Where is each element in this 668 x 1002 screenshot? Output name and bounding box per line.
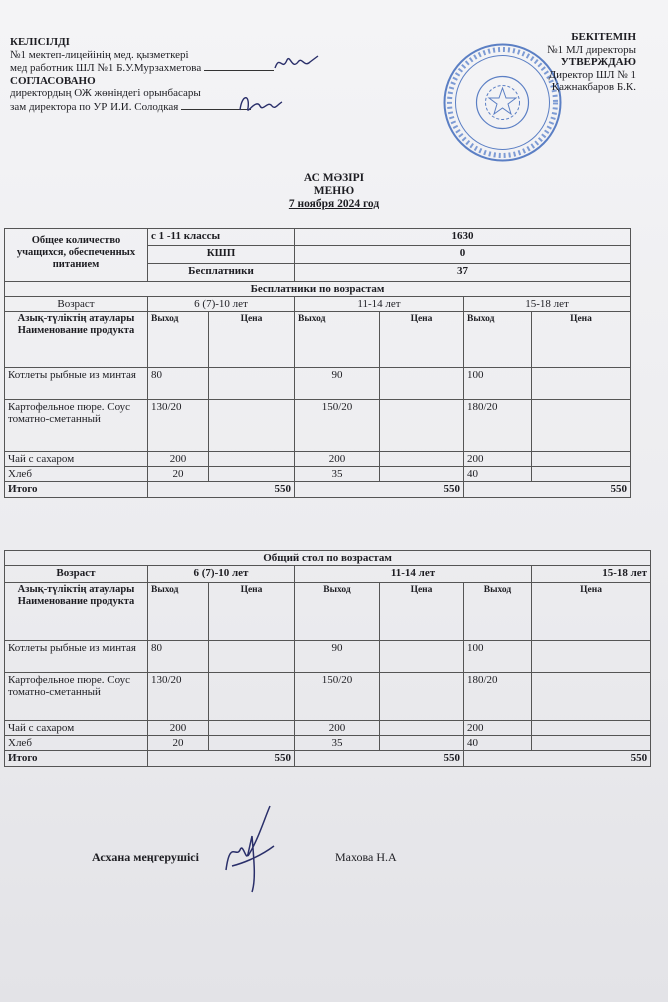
cell: 130/20 xyxy=(148,673,209,721)
director-name: Қажнакбаров Б.К. xyxy=(551,81,636,93)
cell: 200 xyxy=(295,721,380,736)
col-yield: Выход xyxy=(464,583,532,641)
cell: 90 xyxy=(295,368,380,400)
cell: 200 xyxy=(148,721,209,736)
col-yield: Выход xyxy=(295,583,380,641)
table-row xyxy=(5,452,631,467)
table-caption-row xyxy=(5,551,651,566)
cell: 90 xyxy=(295,641,380,673)
cell: 20 xyxy=(148,467,209,482)
cell: 200 xyxy=(295,452,380,467)
product-header: Азық-түліктің атаулары Наименование продукта xyxy=(5,583,148,641)
total-value: 550 xyxy=(148,751,295,767)
cell xyxy=(380,736,464,751)
agreed-kz-label: КЕЛІСІЛДІ xyxy=(10,36,70,48)
cell: 150/20 xyxy=(295,400,380,452)
header-row xyxy=(5,583,651,641)
cell: 80 xyxy=(148,641,209,673)
col-price: Цена xyxy=(532,583,651,641)
product-name: Котлеты рыбные из минтая xyxy=(5,368,148,400)
summary-value: 0 xyxy=(295,246,631,264)
age-group: 6 (7)-10 лет xyxy=(148,297,295,312)
title-kz: АС МӘЗІРІ xyxy=(303,172,365,184)
approve-ru-label: УТВЕРЖДАЮ xyxy=(560,56,636,68)
free-meals-table xyxy=(4,228,631,498)
cell xyxy=(380,641,464,673)
agreed-ru-label: СОГЛАСОВАНО xyxy=(10,74,96,87)
table-row xyxy=(5,721,651,736)
cell xyxy=(380,368,464,400)
table-row xyxy=(5,673,651,721)
canteen-head-signature xyxy=(218,800,278,895)
canteen-head-role: Асхана меңгерушісі xyxy=(92,850,199,864)
age-group: 15-18 лет xyxy=(532,566,651,583)
product-name: Картофельное пюре. Соус томатно-сметанный xyxy=(5,673,148,721)
product-name: Чай с сахаром xyxy=(5,721,148,736)
cell xyxy=(532,467,631,482)
age-label: Возраст xyxy=(5,566,148,583)
cell xyxy=(209,673,295,721)
cell xyxy=(209,452,295,467)
cell: 180/20 xyxy=(464,400,532,452)
age-group: 11-14 лет xyxy=(295,297,464,312)
product-name: Хлеб xyxy=(5,736,148,751)
cell xyxy=(532,452,631,467)
cell: 40 xyxy=(464,467,532,482)
col-price: Цена xyxy=(209,583,295,641)
director-kz: №1 МЛ директоры xyxy=(547,43,636,56)
cell: 35 xyxy=(295,736,380,751)
cell xyxy=(380,673,464,721)
cell xyxy=(532,736,651,751)
product-name: Чай с сахаром xyxy=(5,452,148,467)
approval-block-left xyxy=(10,36,274,113)
col-price: Цена xyxy=(380,583,464,641)
col-price: Цена xyxy=(380,312,464,368)
summary-name: с 1 -11 классы xyxy=(148,229,295,246)
med-worker-signature xyxy=(272,50,322,78)
total-row xyxy=(5,482,631,498)
table-caption: Бесплатники по возрастам xyxy=(5,282,631,297)
summary-value: 1630 xyxy=(295,229,631,246)
med-worker-kz: №1 мектеп-лицейінің мед. қызметкері xyxy=(10,48,189,61)
age-row xyxy=(5,297,631,312)
total-label: Итого xyxy=(5,751,148,767)
summary-value: 37 xyxy=(295,264,631,282)
director-ru: Директор ШЛ № 1 xyxy=(548,68,636,81)
cell: 200 xyxy=(464,721,532,736)
cell xyxy=(532,673,651,721)
cell xyxy=(209,368,295,400)
canteen-head-name: Махова Н.А xyxy=(335,850,397,864)
total-value: 550 xyxy=(464,482,631,498)
cell xyxy=(209,736,295,751)
cell xyxy=(209,721,295,736)
total-row xyxy=(5,751,651,767)
total-label: Итого xyxy=(5,482,148,498)
product-name: Хлеб xyxy=(5,467,148,482)
table-row xyxy=(5,400,631,452)
cell xyxy=(532,368,631,400)
med-worker-ru: мед работник ШЛ №1 Б.У.Мурзахметова xyxy=(10,61,274,75)
table-row xyxy=(5,641,651,673)
title-ru: МЕНЮ xyxy=(313,185,355,197)
col-price: Цена xyxy=(532,312,631,368)
deputy-ru: зам директора по УР И.И. Солодкая xyxy=(10,100,274,114)
cell xyxy=(209,400,295,452)
deputy-kz: директордың ОЖ жөніндегі орынбасары xyxy=(10,87,201,99)
cell xyxy=(380,467,464,482)
menu-date: 7 ноября 2024 год xyxy=(288,198,380,210)
summary-row xyxy=(5,229,631,246)
summary-name: КШП xyxy=(148,246,295,264)
age-group: 11-14 лет xyxy=(295,566,532,583)
cell xyxy=(209,467,295,482)
summary-label: Общее количество учащихся, обеспеченных питанием xyxy=(5,229,148,282)
col-yield: Выход xyxy=(295,312,380,368)
cell: 40 xyxy=(464,736,532,751)
cell xyxy=(532,721,651,736)
table-caption: Общий стол по возрастам xyxy=(5,551,651,566)
total-value: 550 xyxy=(148,482,295,498)
col-yield: Выход xyxy=(464,312,532,368)
cell: 100 xyxy=(464,368,532,400)
total-value: 550 xyxy=(295,482,464,498)
age-row xyxy=(5,566,651,583)
general-meals-table xyxy=(4,550,651,767)
table-row xyxy=(5,736,651,751)
summary-name: Бесплатники xyxy=(148,264,295,282)
col-yield: Выход xyxy=(148,312,209,368)
total-value: 550 xyxy=(464,751,651,767)
cell xyxy=(209,641,295,673)
product-header: Азық-түліктің атаулары Наименование продукта xyxy=(5,312,148,368)
age-label: Возраст xyxy=(5,297,148,312)
cell xyxy=(380,721,464,736)
total-value: 550 xyxy=(295,751,464,767)
cell: 200 xyxy=(148,452,209,467)
cell xyxy=(532,641,651,673)
cell: 180/20 xyxy=(464,673,532,721)
cell: 35 xyxy=(295,467,380,482)
cell xyxy=(532,400,631,452)
cell xyxy=(380,452,464,467)
cell: 20 xyxy=(148,736,209,751)
cell: 130/20 xyxy=(148,400,209,452)
deputy-signature xyxy=(236,90,286,120)
age-group: 6 (7)-10 лет xyxy=(148,566,295,583)
cell: 100 xyxy=(464,641,532,673)
col-price: Цена xyxy=(209,312,295,368)
product-name: Котлеты рыбные из минтая xyxy=(5,641,148,673)
product-name: Картофельное пюре. Соус томатно-сметанный xyxy=(5,400,148,452)
approval-block-right xyxy=(547,31,636,94)
menu-title xyxy=(0,172,668,211)
cell: 150/20 xyxy=(295,673,380,721)
table-caption-row xyxy=(5,282,631,297)
cell: 80 xyxy=(148,368,209,400)
header-row xyxy=(5,312,631,368)
table-row xyxy=(5,467,631,482)
approve-kz-label: БЕКІТЕМІН xyxy=(571,31,636,43)
cell xyxy=(380,400,464,452)
table-row xyxy=(5,368,631,400)
cell: 200 xyxy=(464,452,532,467)
age-group: 15-18 лет xyxy=(464,297,631,312)
col-yield: Выход xyxy=(148,583,209,641)
